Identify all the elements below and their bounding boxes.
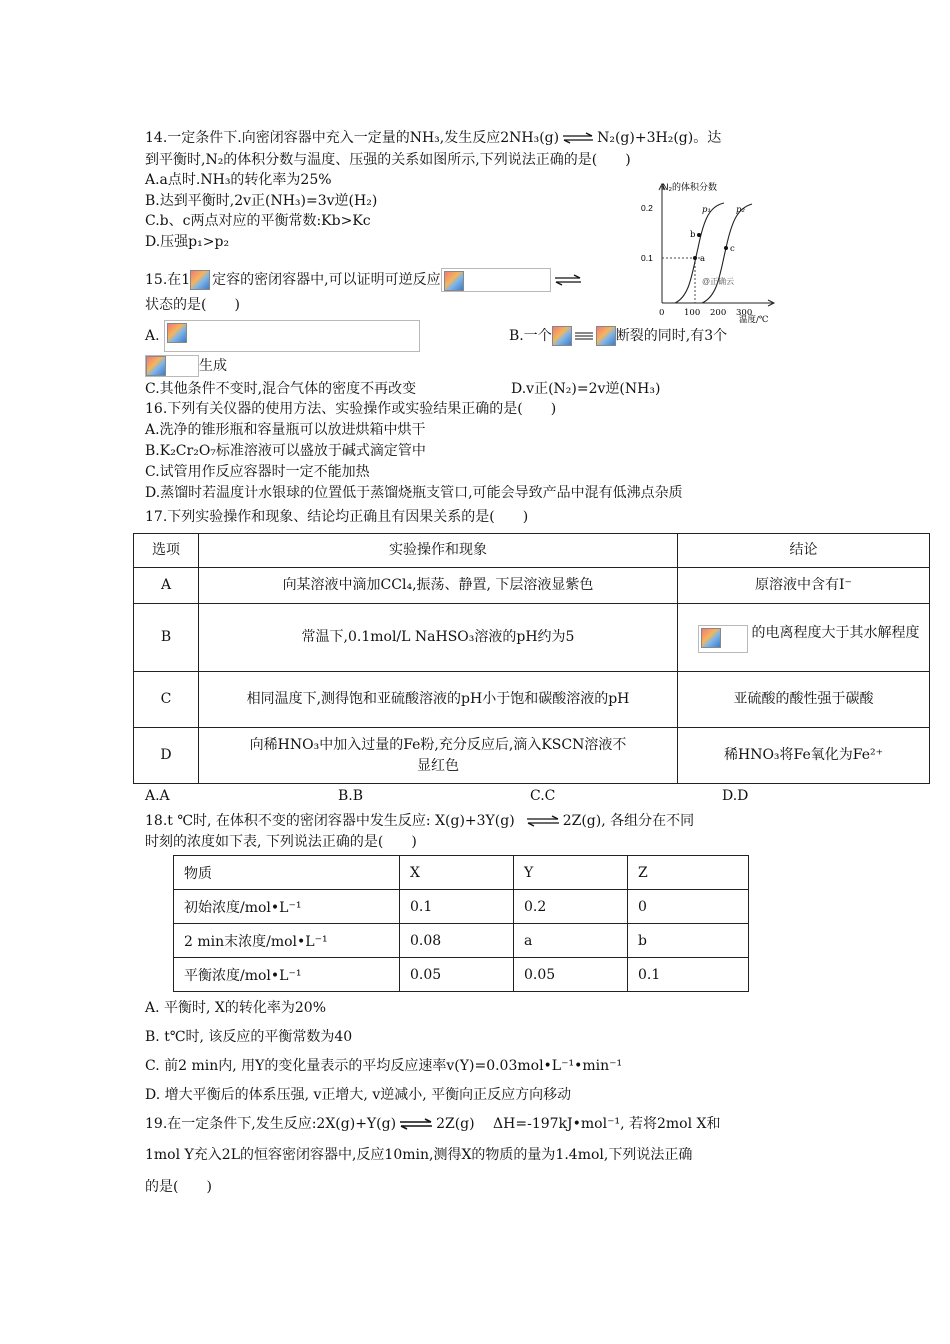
header-z: Z [628,856,749,890]
curve-label-p2: p₂ [736,205,745,215]
q14-option-b: B.达到平衡时,2v正(NH₃)=3v逆(H₂) [145,193,378,209]
q18-line1: 18.t ℃时, 在体积不变的密闭容器中发生反应: X(g)+3Y(g) 2Z(g), 各组分在不同 [145,813,695,829]
q15-option-b-cont: 生成 [145,354,227,378]
q17-choice-c: C.C [530,788,556,804]
graph-ytick-0.2: 0.2 [641,203,653,213]
cell-y: 0.2 [514,890,628,924]
cell-y: a [514,924,628,958]
missing-image-icon [552,326,572,346]
curve-p1 [675,203,724,303]
row-label: 平衡浓度/mol•L⁻¹ [174,958,400,992]
point-label-b: b [690,230,696,240]
q17-table [133,533,930,784]
q19-line3: 的是( ) [145,1179,212,1195]
table-header-row [134,534,930,568]
graph-xtick-200: 200 [710,308,727,318]
q16-option-a: A.洗净的锥形瓶和容量瓶可以放进烘箱中烘干 [145,422,426,438]
missing-image-icon [145,355,199,377]
q14-line2: 到平衡时,N₂的体积分数与温度、压强的关系如图所示,下列说法正确的是( ) [145,152,631,168]
q19-line2: 1mol Y充入2L的恒容密闭容器中,反应10min,测得X的物质的量为1.4mol,下列说法正确 [145,1147,693,1163]
table-row [134,672,930,728]
table-header-row [174,856,749,890]
row-label: 初始浓度/mol•L⁻¹ [174,890,400,924]
row-operation: 相同温度下,测得饱和亚硫酸溶液的pH小于饱和碳酸溶液的pH [199,672,678,728]
graph-xtick-0: 0 [659,308,665,318]
triple-bond-icon [574,331,594,341]
q14-option-c: C.b、c两点对应的平衡常数:Kb>Kc [145,213,371,229]
missing-image-icon [190,269,212,291]
curve-label-p1: p₁ [702,205,711,215]
row-conclusion: 原溶液中含有I⁻ [678,568,930,604]
cell-z: 0.1 [628,958,749,992]
point-c [724,246,728,250]
q17-stem: 17.下列实验操作和现象、结论均正确且有因果关系的是( ) [145,509,529,525]
q15-line1: 15.在1 定容的密闭容器中,可以证明可逆反应 [145,268,585,292]
cell-x: 0.1 [400,890,514,924]
q18-table [173,855,749,992]
row-option: A [134,568,199,604]
cell-y: 0.05 [514,958,628,992]
n2-volume-fraction-graph [640,178,776,323]
q15-line2: 状态的是( ) [145,297,240,313]
q17-choice-d: D.D [722,788,749,804]
row-operation: 向某溶液中滴加CCl₄,振荡、静置, 下层溶液显紫色 [199,568,678,604]
table-row [134,568,930,604]
equilibrium-arrow-icon [561,132,595,144]
row-conclusion: 的电离程度大于其水解程度 [678,604,930,672]
equilibrium-arrow-icon [553,274,583,286]
q17-choice-b: B.B [338,788,364,804]
header-x: X [400,856,514,890]
table-row [174,924,749,958]
cell-x: 0.05 [400,958,514,992]
point-label-c: c [730,244,735,254]
row-option: D [134,728,199,784]
header-y: Y [514,856,628,890]
missing-image-icon [441,268,551,292]
table-row [134,604,930,672]
q15-option-c: C.其他条件不变时,混合气体的密度不再改变 [145,381,417,397]
header-substance: 物质 [174,856,400,890]
row-option: B [134,604,199,672]
row-operation: 常温下,0.1mol/L NaHSO₃溶液的pH约为5 [199,604,678,672]
q16-option-c: C.试管用作反应容器时一定不能加热 [145,464,370,480]
row-label: 2 min末浓度/mol•L⁻¹ [174,924,400,958]
graph-xtick-300: 300 [736,308,753,318]
table-row [134,728,930,784]
q18-option-a: A. 平衡时, X的转化率为20% [145,1000,326,1016]
q15-option-a: A. [145,320,420,352]
q16-stem: 16.下列有关仪器的使用方法、实验操作或实验结果正确的是( ) [145,401,557,417]
q14-option-d: D.压强p₁>p₂ [145,234,230,250]
graph-ylabel: N₂的体积分数 [662,182,717,192]
header-operation: 实验操作和现象 [199,534,678,568]
cell-z: 0 [628,890,749,924]
q14-option-a: A.a点时.NH₃的转化率为25% [145,172,332,188]
graph-xlabel: 温度/℃ [739,315,769,323]
graph-watermark: @正确云 [702,277,735,286]
missing-image-icon [596,326,616,346]
row-operation: 向稀HNO₃中加入过量的Fe粉,充分反应后,滴入KSCN溶液不显红色 [199,728,678,784]
table-row [174,958,749,992]
q18-option-b: B. t℃时, 该反应的平衡常数为40 [145,1029,353,1045]
q15-option-b: B.一个 断裂的同时,有3个 [509,328,728,344]
q19-line1: 19.在一定条件下,发生反应:2X(g)+Y(g) 2Z(g) ΔH=-197kJ•mol⁻¹, 若将2mol X和 [145,1116,721,1132]
q15-option-d: D.v正(N₂)=2v逆(NH₃) [511,381,661,397]
cell-z: b [628,924,749,958]
table-row [174,890,749,924]
point-label-a: a [700,254,706,264]
header-conclusion: 结论 [678,534,930,568]
point-a [693,256,697,260]
graph-xtick-100: 100 [684,308,701,318]
missing-image-icon [164,320,420,352]
q18-option-c: C. 前2 min内, 用Y的变化量表示的平均反应速率v(Y)=0.03mol•L⁻¹•min⁻¹ [145,1058,623,1074]
header-option: 选项 [134,534,199,568]
cell-x: 0.08 [400,924,514,958]
q16-option-d: D.蒸馏时若温度计水银球的位置低于蒸馏烧瓶支管口,可能会导致产品中混有低沸点杂质 [145,485,683,501]
q17-choice-a: A.A [145,788,170,804]
equilibrium-arrow-icon [398,1118,434,1130]
row-option: C [134,672,199,728]
point-b [697,233,701,237]
curve-p2 [702,204,752,303]
q16-option-b: B.K₂Cr₂O₇标准溶液可以盛放于碱式滴定管中 [145,443,426,459]
missing-image-icon [698,625,748,653]
row-conclusion: 亚硫酸的酸性强于碳酸 [678,672,930,728]
q14-line1: 14.一定条件下.向密闭容器中充入一定量的NH₃,发生反应2NH₃(g) N₂(g)+3H₂(g)。达 [145,130,722,146]
equilibrium-arrow-icon [525,815,561,827]
row-conclusion: 稀HNO₃将Fe氧化为Fe²⁺ [678,728,930,784]
q18-option-d: D. 增大平衡后的体系压强, v正增大, v逆减小, 平衡向正反应方向移动 [145,1087,572,1103]
graph-ytick-0.1: 0.1 [641,253,653,263]
q18-line2: 时刻的浓度如下表, 下列说法正确的是( ) [145,834,417,850]
